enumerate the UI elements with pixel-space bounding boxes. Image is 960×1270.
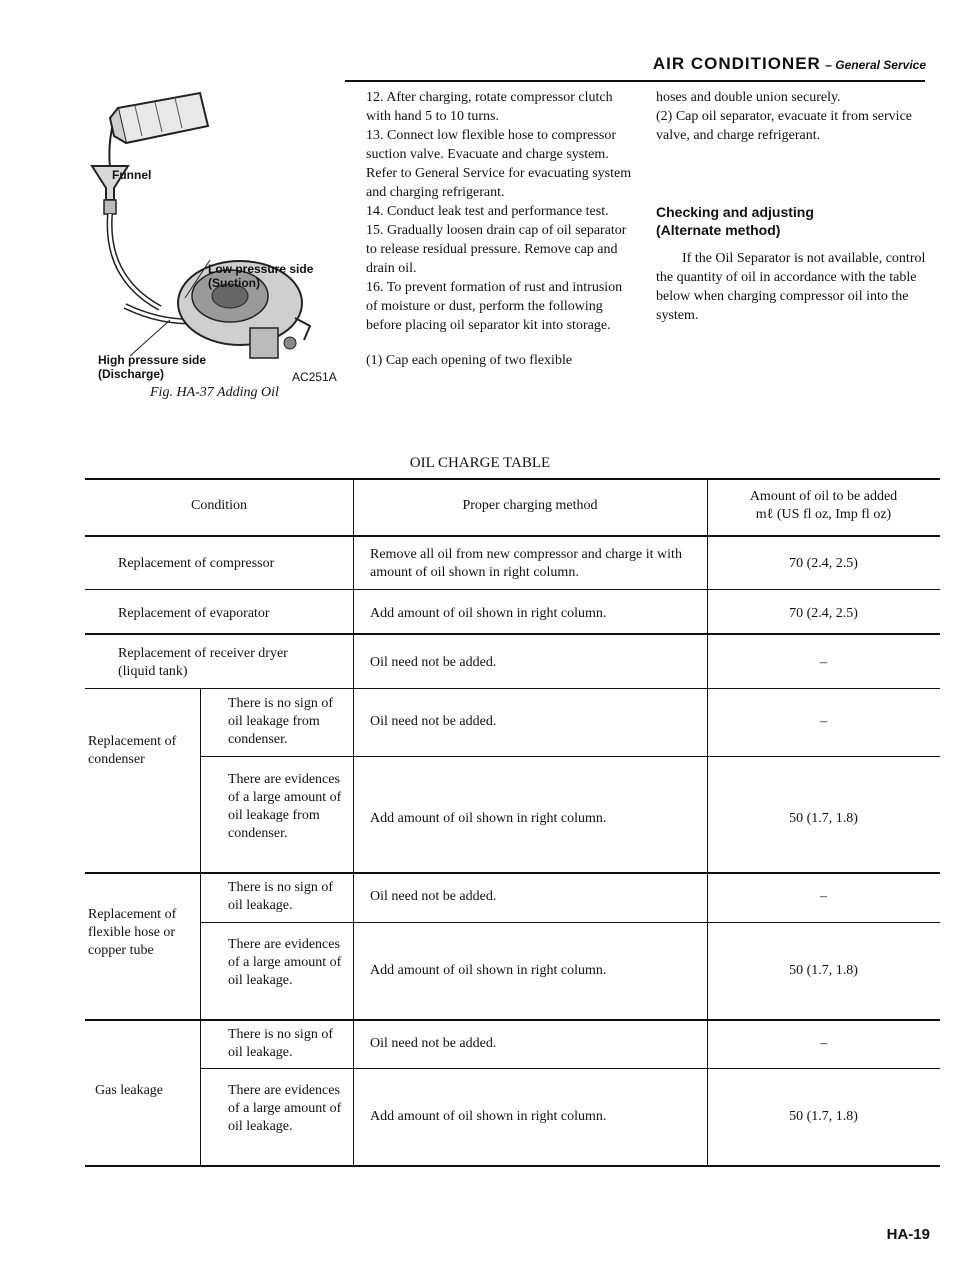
section-heading: Checking and adjusting (Alternate method) xyxy=(656,204,814,238)
header-rule xyxy=(345,80,925,82)
condenser-method-1: Oil need not be added. xyxy=(370,714,497,729)
page-header xyxy=(596,54,926,74)
high-pressure-label: High pressure side (Discharge) xyxy=(98,353,207,381)
gas-method-1: Oil need not be added. xyxy=(370,1036,497,1051)
right-para-2: (2) Cap oil separator, evacuate it from service valve, and charge refrigerant. xyxy=(656,109,912,143)
group-gas-condition: Gas leakage xyxy=(95,1083,164,1098)
header-condition: Condition xyxy=(190,498,247,513)
hose-sub-1: There is no sign of oil leakage. xyxy=(228,880,333,913)
gas-sub-1: There is no sign of oil leakage. xyxy=(228,1027,333,1060)
gas-amount-2: 50 (1.7, 1.8) xyxy=(789,1109,858,1124)
right-para-3: If the Oil Separator is not available, control the quantity of oil in accordance with the table below when charging compressor oil into the system. xyxy=(656,251,926,323)
step-16: 16. To prevent formation of rust and intrusion of moisture or dust, perform the following before placing oil separator kit into storage. xyxy=(366,280,623,333)
row-receiver-amount: – xyxy=(820,655,827,670)
header-subtitle: – General Service xyxy=(825,58,926,72)
step-16-1: (1) Cap each opening of two flexible xyxy=(366,353,573,368)
hose-sub-2: There are evidences of a large amount of oil leakage. xyxy=(228,937,342,988)
condenser-method-2: Add amount of oil shown in right column. xyxy=(370,811,607,826)
table-title: OIL CHARGE TABLE xyxy=(409,455,551,471)
step-15: 15. Gradually loosen drain cap of oil separator to release residual pressure. Remove cap and drain oil. xyxy=(366,223,627,276)
group-condenser-condition: Replacement of condenser xyxy=(88,734,177,767)
row-evaporator-condition: Replacement of evaporator xyxy=(118,606,270,621)
right-column xyxy=(656,88,926,325)
step-13: 13. Connect low flexible hose to compressor suction valve. Evacuate and charge system. Refer to General Service for evacuating system and charging refrigerant. xyxy=(366,128,632,200)
hose-amount-2: 50 (1.7, 1.8) xyxy=(789,963,858,978)
page-number: HA-19 xyxy=(886,1226,930,1243)
header-method: Proper charging method xyxy=(462,498,598,513)
header-amount: Amount of oil to be added mℓ (US fl oz, Imp fl oz) xyxy=(749,489,898,522)
condenser-amount-2: 50 (1.7, 1.8) xyxy=(789,811,858,826)
row-evaporator-amount: 70 (2.4, 2.5) xyxy=(789,606,858,621)
funnel-label: Funnel xyxy=(112,168,152,182)
hose-method-2: Add amount of oil shown in right column. xyxy=(370,963,607,978)
row-evaporator-method: Add amount of oil shown in right column. xyxy=(370,606,607,621)
right-para-1: hoses and double union securely. xyxy=(656,90,841,105)
row-receiver-condition: Replacement of receiver dryer (liquid tank) xyxy=(118,646,288,679)
row-receiver-method: Oil need not be added. xyxy=(370,655,497,670)
condenser-sub-2: There are evidences of a large amount of oil leakage from condenser. xyxy=(228,772,342,841)
step-14: 14. Conduct leak test and performance test. xyxy=(366,204,609,219)
low-pressure-label: Low pressure side (Suction) xyxy=(208,262,314,290)
gas-sub-2: There are evidences of a large amount of oil leakage. xyxy=(228,1083,342,1134)
hose-method-1: Oil need not be added. xyxy=(370,889,497,904)
gas-amount-1: – xyxy=(820,1036,827,1051)
figure-code: AC251A xyxy=(292,370,337,384)
step-12: 12. After charging, rotate compressor clutch with hand 5 to 10 turns. xyxy=(366,90,613,124)
row-compressor-method: Remove all oil from new compressor and charge it with amount of oil shown in right column. xyxy=(370,547,682,580)
oil-can-icon xyxy=(109,93,208,168)
gas-method-2: Add amount of oil shown in right column. xyxy=(370,1109,607,1124)
condenser-amount-1: – xyxy=(820,714,827,729)
condenser-sub-1: There is no sign of oil leakage from condenser. xyxy=(228,696,333,747)
row-compressor-condition: Replacement of compressor xyxy=(118,556,275,571)
header-title: AIR CONDITIONER xyxy=(652,54,821,73)
row-compressor-amount: 70 (2.4, 2.5) xyxy=(789,556,858,571)
figure-caption: Fig. HA-37 Adding Oil xyxy=(150,385,279,400)
group-hose-condition: Replacement of flexible hose or copper tube xyxy=(88,907,177,958)
middle-column xyxy=(366,88,632,370)
adding-oil-illustration xyxy=(90,88,350,383)
hose-amount-1: – xyxy=(820,889,827,904)
